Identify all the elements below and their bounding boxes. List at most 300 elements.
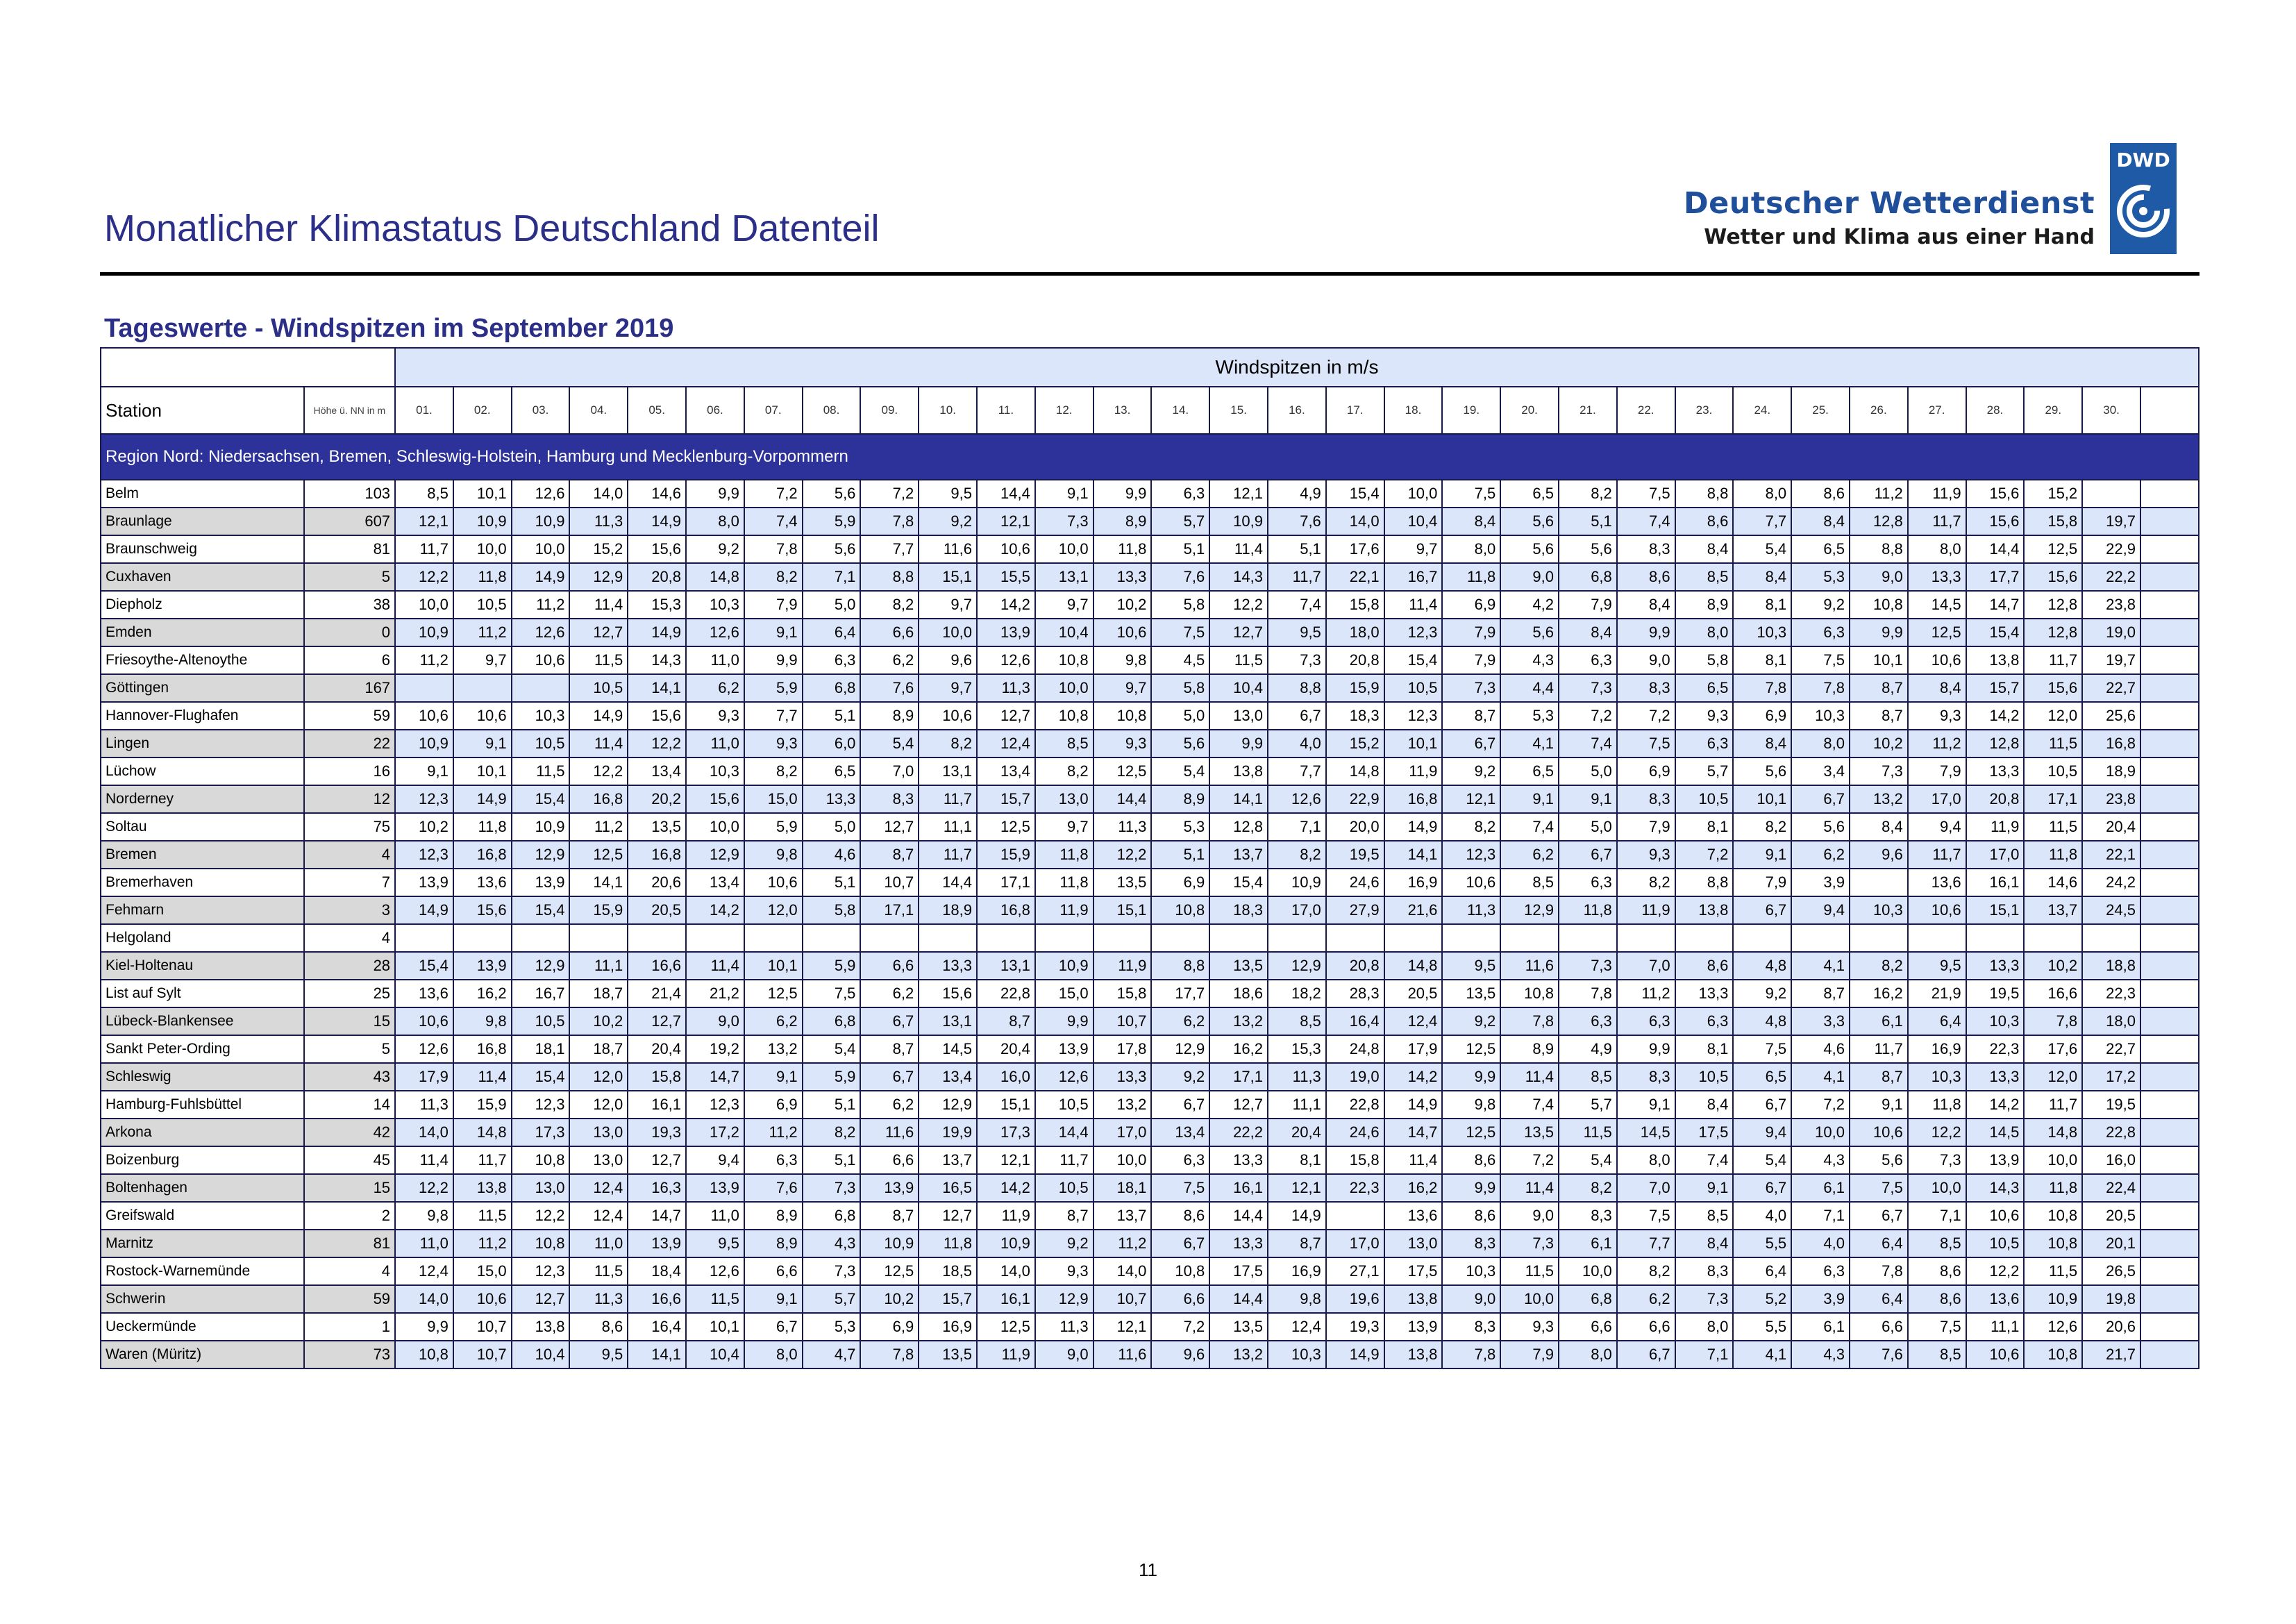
gust-value-cell: 11,5 <box>2024 730 2082 757</box>
gust-value-cell: 6,8 <box>803 1007 861 1035</box>
gust-value-cell: 10,8 <box>512 1230 570 1257</box>
gust-value-cell <box>1035 924 1093 952</box>
gust-value-cell: 8,7 <box>977 1007 1035 1035</box>
gust-value-cell: 13,8 <box>512 1313 570 1341</box>
gust-value-cell: 8,1 <box>1675 813 1734 841</box>
station-name: Cuxhaven <box>101 563 304 591</box>
gust-value-cell: 5,4 <box>803 1035 861 1063</box>
gust-value-cell <box>1733 924 1791 952</box>
gust-value-cell: 6,3 <box>1559 1007 1617 1035</box>
gust-value-cell: 11,2 <box>1617 980 1675 1007</box>
gust-value-cell: 7,9 <box>1442 619 1500 646</box>
gust-value-cell: 20,4 <box>2082 813 2140 841</box>
day-column-header: 06. <box>686 387 744 434</box>
gust-value-cell: 6,9 <box>860 1313 919 1341</box>
gust-value-cell: 16,2 <box>1384 1174 1443 1202</box>
gust-value-cell: 24,2 <box>2082 869 2140 896</box>
gust-value-cell: 11,2 <box>1908 730 1966 757</box>
gust-value-cell <box>1850 869 1908 896</box>
gust-value-cell: 13,1 <box>977 952 1035 980</box>
gust-value-cell: 5,5 <box>1733 1313 1791 1341</box>
gust-value-cell: 12,9 <box>686 841 744 869</box>
gust-value-cell: 20,1 <box>2082 1230 2140 1257</box>
gust-value-cell: 17,3 <box>977 1119 1035 1146</box>
gust-value-cell <box>860 924 919 952</box>
gust-value-cell: 10,5 <box>1675 785 1734 813</box>
station-height: 43 <box>304 1063 395 1091</box>
station-height: 4 <box>304 1257 395 1285</box>
gust-value-cell <box>1791 924 1850 952</box>
gust-value-cell: 22,8 <box>1326 1091 1384 1119</box>
station-height: 6 <box>304 646 395 674</box>
gust-value-cell: 10,8 <box>395 1341 453 1368</box>
gust-value-cell: 8,1 <box>1733 591 1791 619</box>
gust-value-cell: 15,7 <box>1966 674 2025 702</box>
gust-value-cell: 14,0 <box>977 1257 1035 1285</box>
gust-value-cell: 11,0 <box>686 646 744 674</box>
gust-value-cell: 14,1 <box>1209 785 1268 813</box>
gust-value-cell: 16,8 <box>453 1035 512 1063</box>
gust-value-cell: 9,8 <box>395 1202 453 1230</box>
gust-value-cell: 15,8 <box>2024 508 2082 535</box>
gust-value-cell: 8,7 <box>860 841 919 869</box>
empty-cell <box>2140 1257 2199 1285</box>
table-row <box>101 924 2199 952</box>
dwd-brand <box>1684 143 2177 254</box>
gust-value-cell: 12,7 <box>628 1007 686 1035</box>
gust-value-cell: 11,7 <box>919 785 977 813</box>
gust-value-cell: 12,6 <box>2024 1313 2082 1341</box>
gust-value-cell: 7,8 <box>1559 980 1617 1007</box>
dwd-logo <box>2110 143 2177 254</box>
gust-value-cell: 12,7 <box>1209 1091 1268 1119</box>
gust-value-cell: 18,8 <box>2082 952 2140 980</box>
gust-value-cell: 5,1 <box>1559 508 1617 535</box>
gust-value-cell: 9,9 <box>1850 619 1908 646</box>
gust-value-cell: 13,2 <box>1093 1091 1152 1119</box>
gust-value-cell: 5,9 <box>744 674 803 702</box>
gust-value-cell: 20,6 <box>2082 1313 2140 1341</box>
gust-value-cell: 9,9 <box>1209 730 1268 757</box>
empty-cell <box>2140 591 2199 619</box>
gust-value-cell: 18,3 <box>1209 896 1268 924</box>
gust-value-cell: 11,3 <box>569 1285 628 1313</box>
gust-value-cell: 8,0 <box>1675 619 1734 646</box>
gust-value-cell: 13,0 <box>1035 785 1093 813</box>
gust-value-cell: 8,0 <box>744 1341 803 1368</box>
day-column-header: 18. <box>1384 387 1443 434</box>
gust-value-cell: 10,1 <box>453 757 512 785</box>
gust-value-cell: 10,4 <box>1384 508 1443 535</box>
gust-value-cell <box>1559 924 1617 952</box>
gust-value-cell: 10,3 <box>1966 1007 2025 1035</box>
station-height: 14 <box>304 1091 395 1119</box>
day-column-header: 27. <box>1908 387 1966 434</box>
gust-value-cell: 8,5 <box>1268 1007 1326 1035</box>
gust-value-cell: 9,6 <box>1151 1341 1209 1368</box>
gust-value-cell: 8,9 <box>1093 508 1152 535</box>
gust-value-cell: 20,2 <box>628 785 686 813</box>
gust-value-cell: 9,3 <box>744 730 803 757</box>
day-column-header: 12. <box>1035 387 1093 434</box>
gust-value-cell: 10,9 <box>512 508 570 535</box>
gust-value-cell: 11,3 <box>395 1091 453 1119</box>
gust-value-cell: 20,4 <box>977 1035 1035 1063</box>
gust-value-cell: 16,2 <box>1850 980 1908 1007</box>
gust-value-cell: 12,3 <box>1442 841 1500 869</box>
gust-value-cell: 12,4 <box>1384 1007 1443 1035</box>
gust-value-cell: 10,0 <box>1500 1285 1559 1313</box>
station-height: 7 <box>304 869 395 896</box>
gust-value-cell: 6,2 <box>860 646 919 674</box>
gust-value-cell: 13,3 <box>1966 952 2025 980</box>
gust-value-cell: 22,3 <box>2082 980 2140 1007</box>
station-name: Bremerhaven <box>101 869 304 896</box>
day-column-header: 01. <box>395 387 453 434</box>
gust-value-cell: 5,6 <box>1500 619 1559 646</box>
station-height: 25 <box>304 980 395 1007</box>
station-name: Waren (Müritz) <box>101 1341 304 1368</box>
gust-value-cell: 9,2 <box>919 508 977 535</box>
gust-value-cell: 13,2 <box>1209 1341 1268 1368</box>
gust-value-cell: 8,4 <box>1675 1230 1734 1257</box>
gust-value-cell: 7,2 <box>1617 702 1675 730</box>
gust-value-cell: 8,7 <box>860 1202 919 1230</box>
gust-value-cell: 13,0 <box>1384 1230 1443 1257</box>
gust-value-cell: 7,7 <box>744 702 803 730</box>
day-column-header: 11. <box>977 387 1035 434</box>
gust-value-cell: 3,9 <box>1791 869 1850 896</box>
gust-value-cell: 22,2 <box>1209 1119 1268 1146</box>
gust-value-cell: 13,3 <box>1209 1230 1268 1257</box>
gust-value-cell: 8,4 <box>1675 1091 1734 1119</box>
gust-value-cell: 15,6 <box>628 535 686 563</box>
gust-value-cell: 12,6 <box>1035 1063 1093 1091</box>
gust-value-cell: 4,2 <box>1500 591 1559 619</box>
gust-value-cell: 6,0 <box>803 730 861 757</box>
station-name: Lübeck-Blankensee <box>101 1007 304 1035</box>
gust-value-cell: 17,5 <box>1675 1119 1734 1146</box>
gust-value-cell: 15,1 <box>919 563 977 591</box>
gust-value-cell: 9,3 <box>686 702 744 730</box>
gust-value-cell: 12,5 <box>2024 535 2082 563</box>
gust-value-cell: 13,6 <box>1908 869 1966 896</box>
gust-value-cell <box>1151 924 1209 952</box>
day-column-header: 29. <box>2024 387 2082 434</box>
gust-value-cell: 17,0 <box>1268 896 1326 924</box>
gust-value-cell: 11,4 <box>1500 1174 1559 1202</box>
gust-value-cell: 8,3 <box>1617 1063 1675 1091</box>
gust-value-cell: 8,1 <box>1675 1035 1734 1063</box>
gust-value-cell: 22,7 <box>2082 1035 2140 1063</box>
gust-value-cell: 10,9 <box>453 508 512 535</box>
empty-cell <box>2140 563 2199 591</box>
gust-value-cell: 8,1 <box>1733 646 1791 674</box>
gust-value-cell: 7,8 <box>1791 674 1850 702</box>
gust-value-cell: 10,9 <box>1209 508 1268 535</box>
gust-value-cell: 8,0 <box>1791 730 1850 757</box>
gust-value-cell: 6,6 <box>1559 1313 1617 1341</box>
gust-value-cell: 13,3 <box>1093 1063 1152 1091</box>
gust-value-cell: 4,4 <box>1500 674 1559 702</box>
table-row <box>101 952 2199 980</box>
gust-value-cell: 9,8 <box>453 1007 512 1035</box>
station-height: 45 <box>304 1146 395 1174</box>
empty-cell <box>2140 841 2199 869</box>
gust-value-cell: 17,2 <box>2082 1063 2140 1091</box>
gust-value-cell: 12,3 <box>1384 619 1443 646</box>
gust-value-cell: 12,2 <box>395 563 453 591</box>
gust-value-cell: 11,8 <box>2024 841 2082 869</box>
station-name: Bremen <box>101 841 304 869</box>
gust-value-cell: 11,5 <box>1500 1257 1559 1285</box>
day-column-header: 07. <box>744 387 803 434</box>
gust-value-cell: 7,3 <box>803 1257 861 1285</box>
gust-value-cell: 12,8 <box>2024 619 2082 646</box>
gust-value-cell: 5,1 <box>803 869 861 896</box>
gust-value-cell: 8,6 <box>1617 563 1675 591</box>
station-height: 73 <box>304 1341 395 1368</box>
gust-value-cell: 7,4 <box>1268 591 1326 619</box>
gust-value-cell: 9,2 <box>1035 1230 1093 1257</box>
gust-value-cell: 14,2 <box>977 1174 1035 1202</box>
gust-value-cell: 12,4 <box>569 1174 628 1202</box>
gust-value-cell: 8,6 <box>1151 1202 1209 1230</box>
gust-value-cell: 11,8 <box>1035 869 1093 896</box>
station-height: 15 <box>304 1174 395 1202</box>
gust-value-cell: 6,7 <box>1151 1230 1209 1257</box>
station-name: Norderney <box>101 785 304 813</box>
day-column-header: 04. <box>569 387 628 434</box>
gust-value-cell: 12,2 <box>395 1174 453 1202</box>
gust-value-cell: 14,4 <box>1209 1202 1268 1230</box>
table-title: Tageswerte - Windspitzen im September 2019 <box>104 314 674 343</box>
gust-value-cell: 8,6 <box>1442 1202 1500 1230</box>
gust-value-cell: 14,9 <box>628 619 686 646</box>
gust-value-cell: 12,5 <box>744 980 803 1007</box>
gust-value-cell: 15,4 <box>1326 480 1384 508</box>
gust-value-cell: 10,9 <box>395 619 453 646</box>
gust-value-cell: 10,6 <box>453 702 512 730</box>
gust-value-cell: 20,5 <box>2082 1202 2140 1230</box>
gust-value-cell: 11,8 <box>1442 563 1500 591</box>
gust-value-cell: 17,9 <box>395 1063 453 1091</box>
gust-value-cell: 9,8 <box>1442 1091 1500 1119</box>
empty-cell <box>2140 646 2199 674</box>
gust-value-cell: 11,7 <box>2024 646 2082 674</box>
gust-value-cell: 18,7 <box>569 980 628 1007</box>
empty-cell <box>2140 1285 2199 1313</box>
gust-value-cell <box>1326 1202 1384 1230</box>
gust-value-cell: 8,6 <box>1908 1285 1966 1313</box>
gust-value-cell: 12,7 <box>977 702 1035 730</box>
table-row <box>101 646 2199 674</box>
gust-value-cell: 7,2 <box>1675 841 1734 869</box>
gust-value-cell: 15,7 <box>977 785 1035 813</box>
gust-value-cell: 9,3 <box>1675 702 1734 730</box>
gust-value-cell: 17,2 <box>686 1119 744 1146</box>
day-column-header: 13. <box>1093 387 1152 434</box>
gust-value-cell: 15,5 <box>977 563 1035 591</box>
gust-value-cell: 16,8 <box>977 896 1035 924</box>
gust-value-cell: 13,3 <box>1209 1146 1268 1174</box>
gust-value-cell: 10,2 <box>2024 952 2082 980</box>
table-row <box>101 1063 2199 1091</box>
gust-value-cell: 10,6 <box>453 1285 512 1313</box>
day-column-header: 03. <box>512 387 570 434</box>
gust-value-cell: 11,5 <box>512 757 570 785</box>
gust-value-cell: 9,2 <box>1442 1007 1500 1035</box>
station-name: Lüchow <box>101 757 304 785</box>
empty-cell <box>2140 1091 2199 1119</box>
gust-value-cell: 20,8 <box>628 563 686 591</box>
gust-value-cell <box>1268 924 1326 952</box>
gust-value-cell: 6,3 <box>1675 730 1734 757</box>
table-row <box>101 591 2199 619</box>
gust-value-cell: 15,0 <box>453 1257 512 1285</box>
gust-value-cell: 18,4 <box>628 1257 686 1285</box>
gust-value-cell: 15,3 <box>1268 1035 1326 1063</box>
gust-value-cell: 16,2 <box>453 980 512 1007</box>
gust-value-cell: 17,6 <box>2024 1035 2082 1063</box>
gust-value-cell: 6,4 <box>1733 1257 1791 1285</box>
gust-value-cell: 18,6 <box>1209 980 1268 1007</box>
gust-value-cell: 10,7 <box>1093 1007 1152 1035</box>
table-row <box>101 1035 2199 1063</box>
gust-value-cell: 11,6 <box>860 1119 919 1146</box>
gust-value-cell: 13,3 <box>1675 980 1734 1007</box>
gust-value-cell: 7,1 <box>1675 1341 1734 1368</box>
gust-value-cell: 7,9 <box>1559 591 1617 619</box>
station-height: 1 <box>304 1313 395 1341</box>
gust-value-cell: 12,2 <box>1966 1257 2025 1285</box>
station-height: 75 <box>304 813 395 841</box>
gust-value-cell: 9,4 <box>1908 813 1966 841</box>
gust-value-cell: 7,7 <box>1617 1230 1675 1257</box>
day-column-header: 05. <box>628 387 686 434</box>
gust-value-cell: 11,4 <box>395 1146 453 1174</box>
gust-value-cell: 10,3 <box>1733 619 1791 646</box>
gust-value-cell: 12,3 <box>686 1091 744 1119</box>
gust-value-cell: 14,6 <box>628 480 686 508</box>
gust-value-cell: 15,6 <box>2024 563 2082 591</box>
gust-value-cell: 7,5 <box>1617 730 1675 757</box>
gust-value-cell: 11,2 <box>569 813 628 841</box>
gust-value-cell: 4,9 <box>1559 1035 1617 1063</box>
gust-value-cell: 8,4 <box>1617 591 1675 619</box>
gust-value-cell: 14,4 <box>1093 785 1152 813</box>
gust-value-cell: 15,6 <box>628 702 686 730</box>
gust-value-cell: 13,9 <box>686 1174 744 1202</box>
gust-value-cell: 10,6 <box>512 646 570 674</box>
gust-value-cell: 6,6 <box>1850 1313 1908 1341</box>
gust-value-cell: 8,7 <box>860 1035 919 1063</box>
gust-value-cell: 6,6 <box>1617 1313 1675 1341</box>
gust-value-cell: 11,3 <box>1268 1063 1326 1091</box>
day-column-header: 23. <box>1675 387 1734 434</box>
gust-value-cell: 5,2 <box>1733 1285 1791 1313</box>
gust-value-cell: 11,3 <box>569 508 628 535</box>
title-divider <box>100 272 2199 276</box>
gust-value-cell: 11,7 <box>453 1146 512 1174</box>
gust-value-cell: 10,5 <box>512 730 570 757</box>
gust-value-cell: 5,3 <box>1791 563 1850 591</box>
gust-value-cell: 8,1 <box>1268 1146 1326 1174</box>
gust-value-cell: 5,8 <box>1151 674 1209 702</box>
gust-value-cell: 8,0 <box>1908 535 1966 563</box>
gust-value-cell: 9,4 <box>1791 896 1850 924</box>
gust-value-cell: 7,3 <box>1559 674 1617 702</box>
gust-value-cell: 7,5 <box>1442 480 1500 508</box>
gust-value-cell: 13,9 <box>1035 1035 1093 1063</box>
gust-value-cell: 8,7 <box>1268 1230 1326 1257</box>
gust-value-cell: 9,0 <box>1035 1341 1093 1368</box>
empty-cell <box>2140 508 2199 535</box>
gust-value-cell: 14,1 <box>1384 841 1443 869</box>
gust-value-cell: 10,6 <box>1908 646 1966 674</box>
station-name: List auf Sylt <box>101 980 304 1007</box>
gust-value-cell <box>512 924 570 952</box>
gust-value-cell: 8,8 <box>1675 869 1734 896</box>
gust-value-cell: 12,1 <box>977 1146 1035 1174</box>
station-name: Schwerin <box>101 1285 304 1313</box>
gust-value-cell: 14,9 <box>1384 813 1443 841</box>
station-height: 0 <box>304 619 395 646</box>
gust-value-cell: 8,8 <box>1268 674 1326 702</box>
gust-value-cell: 6,2 <box>686 674 744 702</box>
gust-value-cell: 11,8 <box>1559 896 1617 924</box>
station-height: 59 <box>304 1285 395 1313</box>
gust-value-cell: 15,4 <box>395 952 453 980</box>
gust-value-cell: 16,8 <box>1384 785 1443 813</box>
gust-value-cell: 12,5 <box>569 841 628 869</box>
gust-value-cell: 8,9 <box>744 1202 803 1230</box>
gust-value-cell: 10,6 <box>1442 869 1500 896</box>
gust-value-cell: 7,5 <box>1151 619 1209 646</box>
gust-value-cell: 4,7 <box>803 1341 861 1368</box>
gust-value-cell: 14,4 <box>1209 1285 1268 1313</box>
gust-value-cell: 7,4 <box>1617 508 1675 535</box>
gust-value-cell: 12,1 <box>977 508 1035 535</box>
gust-value-cell: 7,5 <box>1791 646 1850 674</box>
logo-abbr: DWD <box>2116 149 2170 171</box>
gust-value-cell: 11,4 <box>1384 1146 1443 1174</box>
gust-value-cell: 6,2 <box>860 980 919 1007</box>
gust-value-cell: 11,2 <box>395 646 453 674</box>
gust-value-cell: 13,7 <box>2024 896 2082 924</box>
day-column-header: 22. <box>1617 387 1675 434</box>
gust-value-cell: 14,0 <box>395 1285 453 1313</box>
empty-cell <box>2140 1341 2199 1368</box>
gust-value-cell: 5,4 <box>860 730 919 757</box>
gust-value-cell: 12,4 <box>977 730 1035 757</box>
brand-slogan: Wetter und Klima aus einer Hand <box>1704 225 2095 249</box>
gust-value-cell: 15,9 <box>1326 674 1384 702</box>
gust-value-cell: 7,8 <box>1733 674 1791 702</box>
gust-value-cell: 8,2 <box>803 1119 861 1146</box>
day-column-header: 10. <box>919 387 977 434</box>
gust-value-cell: 7,7 <box>1733 508 1791 535</box>
gust-value-cell: 4,9 <box>1268 480 1326 508</box>
gust-value-cell: 9,0 <box>1500 1202 1559 1230</box>
gust-value-cell: 5,4 <box>1151 757 1209 785</box>
gust-value-cell: 10,6 <box>395 1007 453 1035</box>
gust-value-cell: 8,2 <box>1617 869 1675 896</box>
gust-value-cell: 20,5 <box>628 896 686 924</box>
gust-value-cell: 14,9 <box>453 785 512 813</box>
station-height: 167 <box>304 674 395 702</box>
gust-value-cell: 25,6 <box>2082 702 2140 730</box>
